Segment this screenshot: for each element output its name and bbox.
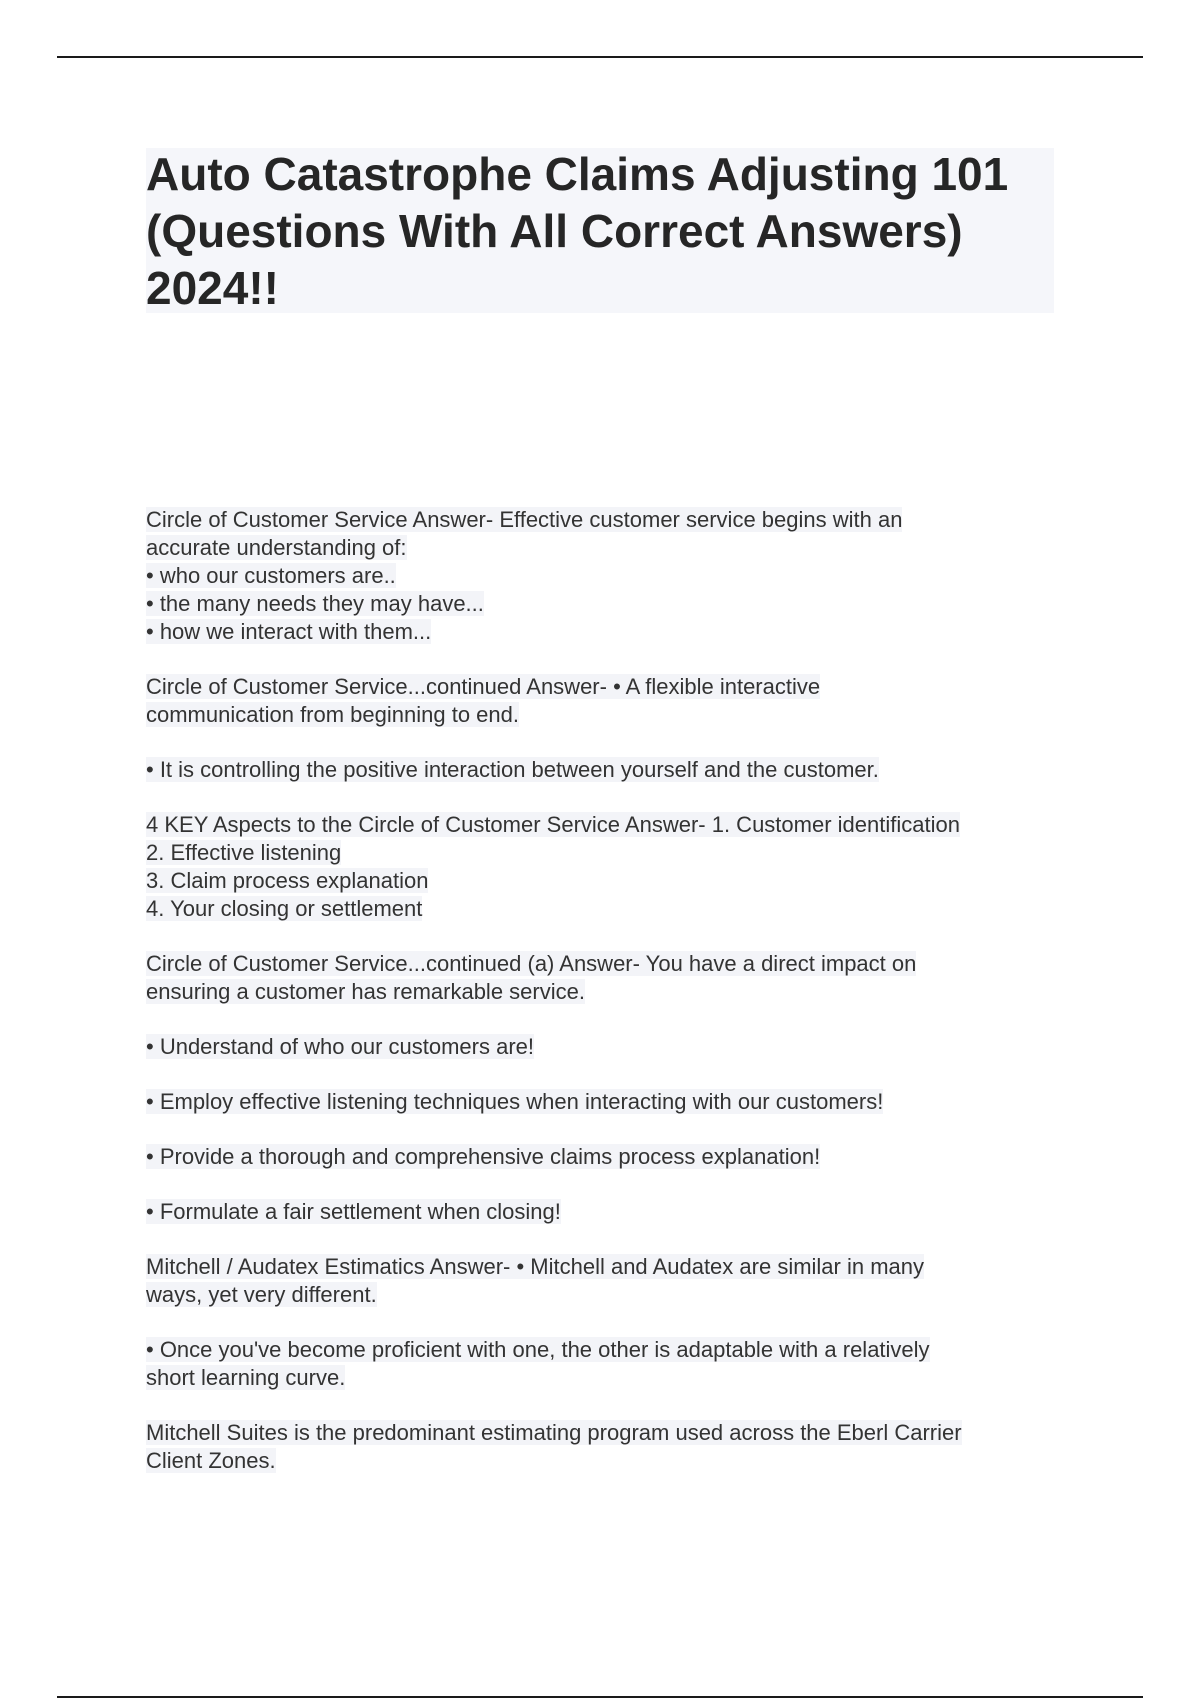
paragraph-line: [146, 590, 1086, 618]
paragraph-line: [146, 867, 1086, 895]
line-text: ways, yet very different.: [146, 1282, 377, 1307]
qa-paragraph: [146, 756, 1086, 784]
line-text: Circle of Customer Service...continued (a) Answer- You have a direct impact on: [146, 951, 917, 976]
qa-paragraph: [146, 673, 1086, 729]
line-text: Mitchell / Audatex Estimatics Answer- • Mitchell and Audatex are similar in many: [146, 1254, 925, 1279]
line-text: • It is controlling the positive interaction between yourself and the customer.: [146, 757, 879, 782]
paragraph-line: [146, 1281, 1086, 1309]
title-line: 2024!!: [146, 262, 279, 314]
paragraph-line: [146, 1253, 1086, 1281]
paragraph-line: [146, 618, 1086, 646]
qa-paragraph: [146, 1419, 1086, 1475]
paragraph-line: [146, 839, 1086, 867]
paragraph-line: [146, 673, 1086, 701]
paragraph-line: [146, 1419, 1086, 1447]
line-text: • who our customers are..: [146, 563, 396, 588]
paragraph-line: [146, 1143, 1086, 1171]
line-text: Circle of Customer Service Answer- Effective customer service begins with an: [146, 507, 903, 532]
bottom-rule: [57, 1696, 1143, 1698]
line-text: Mitchell Suites is the predominant estimating program used across the Eberl Carrier: [146, 1420, 962, 1445]
line-text: short learning curve.: [146, 1365, 346, 1390]
line-text: 2. Effective listening: [146, 840, 342, 865]
paragraph-line: [146, 1033, 1086, 1061]
paragraph-line: [146, 978, 1086, 1006]
paragraph-line: [146, 895, 1086, 923]
line-text: ensuring a customer has remarkable service.: [146, 979, 585, 1004]
line-text: communication from beginning to end.: [146, 702, 519, 727]
line-text: • Formulate a fair settlement when closing!: [146, 1199, 561, 1224]
qa-paragraph: [146, 1088, 1086, 1116]
line-text: • Employ effective listening techniques when interacting with our customers!: [146, 1089, 884, 1114]
line-text: • Once you've become proficient with one, the other is adaptable with a relatively: [146, 1337, 930, 1362]
title-line: (Questions With All Correct Answers): [146, 205, 963, 257]
paragraph-line: [146, 1336, 1086, 1364]
qa-paragraph: [146, 1336, 1086, 1392]
line-text: Client Zones.: [146, 1448, 276, 1473]
line-text: • the many needs they may have...: [146, 591, 484, 616]
line-text: accurate understanding of:: [146, 535, 407, 560]
qa-paragraph: [146, 1198, 1086, 1226]
paragraph-line: [146, 1364, 1086, 1392]
qa-paragraph: [146, 1253, 1086, 1309]
document-body: [146, 506, 1086, 1502]
paragraph-line: [146, 701, 1086, 729]
paragraph-line: [146, 811, 1086, 839]
top-rule: [57, 56, 1143, 58]
paragraph-line: [146, 1447, 1086, 1475]
line-text: • Understand of who our customers are!: [146, 1034, 534, 1059]
line-text: Circle of Customer Service...continued Answer- • A flexible interactive: [146, 674, 821, 699]
qa-paragraph: [146, 811, 1086, 923]
paragraph-line: [146, 562, 1086, 590]
line-text: 4. Your closing or settlement: [146, 896, 423, 921]
qa-paragraph: [146, 950, 1086, 1006]
qa-paragraph: [146, 506, 1086, 646]
paragraph-line: [146, 1088, 1086, 1116]
paragraph-line: [146, 756, 1086, 784]
paragraph-line: [146, 506, 1086, 534]
qa-paragraph: [146, 1033, 1086, 1061]
line-text: 4 KEY Aspects to the Circle of Customer Service Answer- 1. Customer identification: [146, 812, 960, 837]
paragraph-line: [146, 950, 1086, 978]
paragraph-line: [146, 534, 1086, 562]
title-line: Auto Catastrophe Claims Adjusting 101: [146, 148, 1009, 200]
line-text: 3. Claim process explanation: [146, 868, 429, 893]
line-text: • how we interact with them...: [146, 619, 432, 644]
line-text: • Provide a thorough and comprehensive claims process explanation!: [146, 1144, 821, 1169]
qa-paragraph: [146, 1143, 1086, 1171]
document-title: [146, 146, 1066, 317]
paragraph-line: [146, 1198, 1086, 1226]
